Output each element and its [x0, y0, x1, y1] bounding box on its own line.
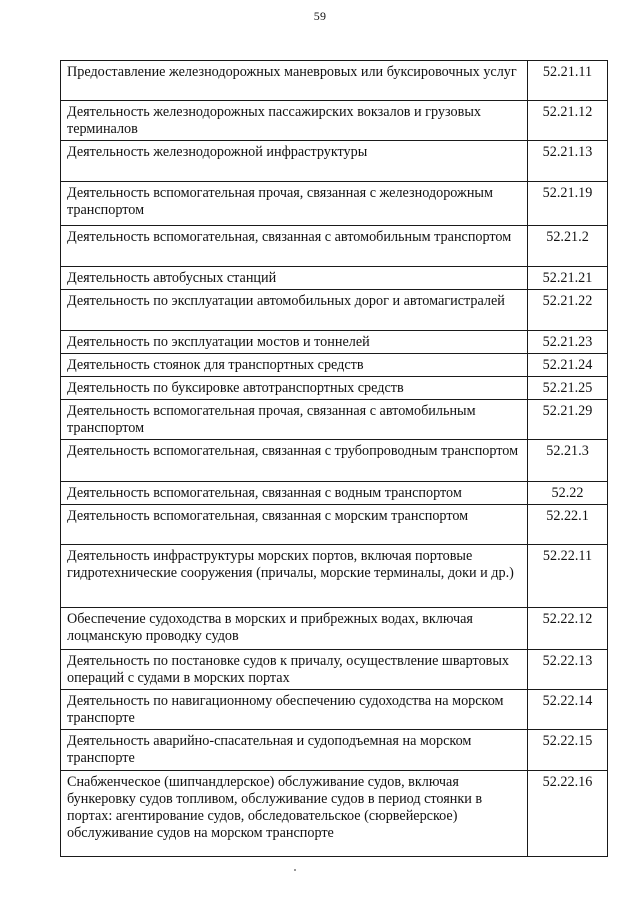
activity-description: Деятельность вспомогательная, связанная с морским транспортом: [61, 505, 528, 545]
table-row: [61, 290, 608, 331]
table-row: [61, 545, 608, 608]
activity-description: Предоставление железнодорожных маневровых или буксировочных услуг: [61, 61, 528, 101]
activity-description: Обеспечение судоходства в морских и прибрежных водах, включая лоцманскую проводку судов: [61, 608, 528, 650]
table-row: [61, 141, 608, 182]
activity-description: Деятельность железнодорожных пассажирских вокзалов и грузовых терминалов: [61, 101, 528, 141]
okved-code: 52.21.22: [528, 290, 608, 331]
page-number: 59: [313, 9, 327, 23]
activity-description: Деятельность стоянок для транспортных средств: [61, 354, 528, 377]
okved-code: 52.21.21: [528, 267, 608, 290]
okved-code: 52.22.12: [528, 608, 608, 650]
activity-description: Деятельность инфраструктуры морских портов, включая портовые гидротехнические сооружения (причалы, морские терминалы, доки и др.): [61, 545, 528, 608]
table-body: [61, 61, 608, 857]
table-row: [61, 226, 608, 267]
table-row: [61, 650, 608, 690]
table-row: [61, 267, 608, 290]
okved-code: 52.22.16: [528, 771, 608, 857]
activity-description: Деятельность автобусных станций: [61, 267, 528, 290]
activity-description: Деятельность по навигационному обеспечению судоходства на морском транспорте: [61, 690, 528, 730]
okved-code: 52.21.3: [528, 440, 608, 482]
table-row: [61, 690, 608, 730]
activity-description: Деятельность вспомогательная, связанная с водным транспортом: [61, 482, 528, 505]
table-row: [61, 331, 608, 354]
table-row: [61, 182, 608, 226]
activity-description: Деятельность вспомогательная, связанная с автомобильным транспортом: [61, 226, 528, 267]
okved-code: 52.22.14: [528, 690, 608, 730]
okved-code: 52.21.24: [528, 354, 608, 377]
activity-description: Деятельность вспомогательная прочая, связанная с железнодорожным транспортом: [61, 182, 528, 226]
activity-description: Деятельность вспомогательная, связанная с трубопроводным транспортом: [61, 440, 528, 482]
activity-description: Деятельность железнодорожной инфраструктуры: [61, 141, 528, 182]
okved-code: 52.21.25: [528, 377, 608, 400]
activity-description: Деятельность по постановке судов к причалу, осуществление швартовых операций с судами в морских портах: [61, 650, 528, 690]
activity-description: Деятельность по эксплуатации мостов и тоннелей: [61, 331, 528, 354]
activity-description: Деятельность аварийно-спасательная и судоподъемная на морском транспорте: [61, 730, 528, 771]
activity-description: Деятельность по эксплуатации автомобильных дорог и автомагистралей: [61, 290, 528, 331]
table-row: [61, 61, 608, 101]
activity-description: Деятельность по буксировке автотранспортных средств: [61, 377, 528, 400]
table-row: [61, 400, 608, 440]
okved-code: 52.22: [528, 482, 608, 505]
table-row: [61, 482, 608, 505]
activity-description: Деятельность вспомогательная прочая, связанная с автомобильным транспортом: [61, 400, 528, 440]
okved-code: 52.22.15: [528, 730, 608, 771]
okved-code-table: [60, 60, 608, 857]
table-row: [61, 440, 608, 482]
okved-code: 52.22.1: [528, 505, 608, 545]
activity-description: Снабженческое (шипчандлерское) обслуживание судов, включая бункеровку судов топливом, обслуживание судов в период стоянки в портах: агентирование судов, обследовательское (сюрвейерское) обслуживание судов на морском транспорте: [61, 771, 528, 857]
table-row: [61, 101, 608, 141]
okved-code: 52.21.13: [528, 141, 608, 182]
okved-code: 52.21.29: [528, 400, 608, 440]
table-row: [61, 505, 608, 545]
table-row: [61, 730, 608, 771]
okved-code: 52.21.23: [528, 331, 608, 354]
okved-code: 52.22.13: [528, 650, 608, 690]
okved-code: 52.21.12: [528, 101, 608, 141]
table-row: [61, 608, 608, 650]
table-row: [61, 771, 608, 857]
table-row: [61, 377, 608, 400]
table-row: [61, 354, 608, 377]
scan-speck: [294, 869, 296, 871]
okved-code: 52.22.11: [528, 545, 608, 608]
okved-code: 52.21.11: [528, 61, 608, 101]
okved-code: 52.21.2: [528, 226, 608, 267]
okved-code: 52.21.19: [528, 182, 608, 226]
